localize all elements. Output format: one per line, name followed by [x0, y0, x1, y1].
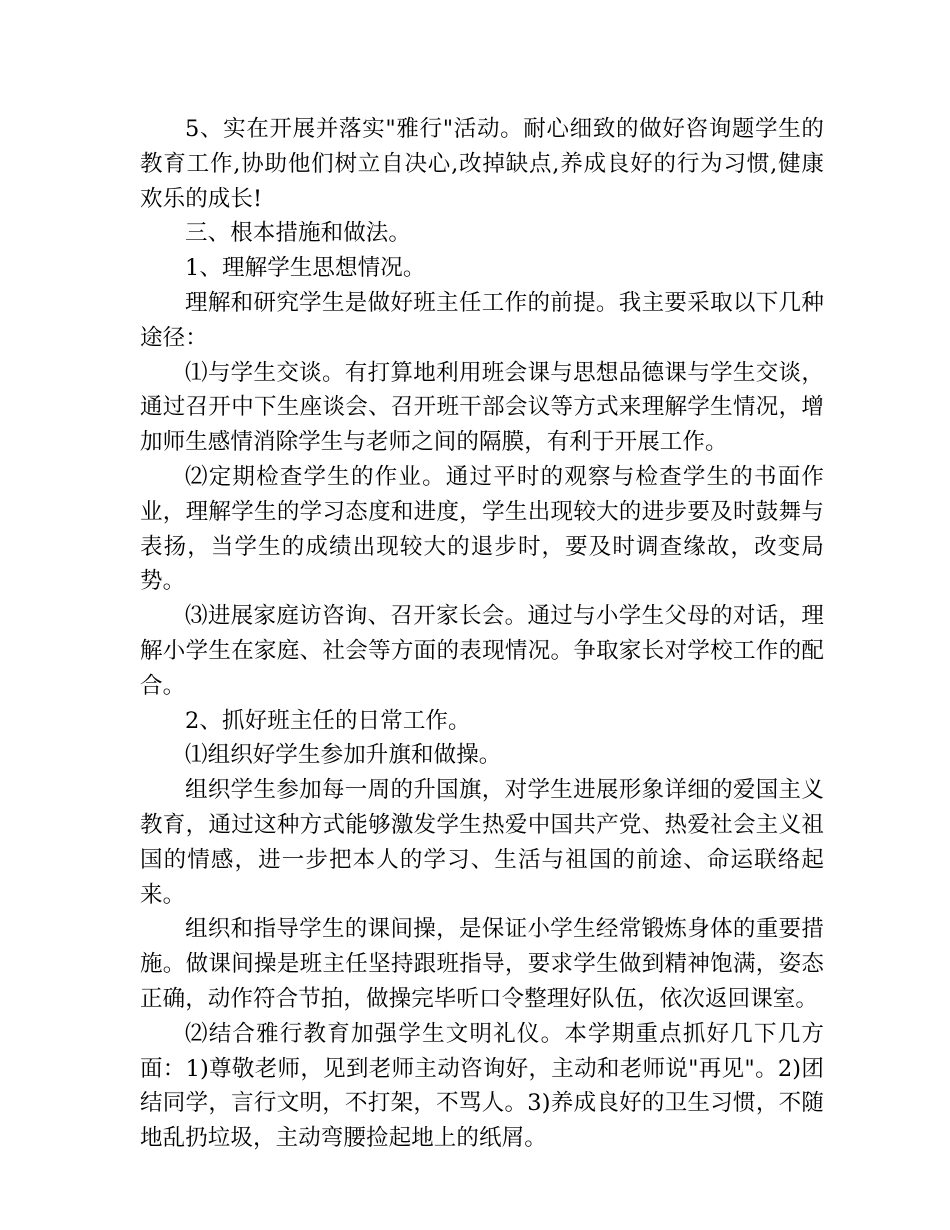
paragraph-etiquette: ⑵结合雅行教育加强学生文明礼仪。本学期重点抓好几下几方面：1)尊敬老师，见到老师主动咨询好，主动和老师说"再见"。2)团结同学，言行文明，不打架，不骂人。3)养成良好的卫生习惯，不随地乱扔垃圾，主动弯腰捡起地上的纸屑。 [140, 1020, 824, 1152]
paragraph-talk-with-students: ⑴与学生交谈。有打算地利用班会课与思想品德课与学生交谈，通过召开中下生座谈会、召开班干部会议等方式来理解学生情况，增加师生感情消除学生与老师之间的隔膜，有利于开展工作。 [140, 359, 824, 456]
paragraph-recess-exercise: 组织和指导学生的课间操，是保证小学生经常锻炼身体的重要措施。做课间操是班主任坚持跟班指导，要求学生做到精神饱满，姿态正确，动作符合节拍，做操完毕听口令整理好队伍，依次返回课室。 [140, 916, 824, 1012]
section-heading-measures: 三、根本措施和做法。 [185, 220, 412, 247]
paragraph-approaches-intro: 理解和研究学生是做好班主任工作的前提。我主要采取以下几种途径： [140, 289, 824, 351]
paragraph-home-visits: ⑶进展家庭访咨询、召开家长会。通过与小学生父母的对话，理解小学生在家庭、社会等方面的表现情况。争取家长对学校工作的配合。 [140, 603, 824, 699]
document-body [140, 112, 824, 1156]
paragraph-yaxing-activity: 5、实在开展并落实"雅行"活动。耐心细致的做好咨询题学生的教育工作,协助他们树立自决心,改掉缺点,养成良好的行为习惯,健康欢乐的成长! [140, 116, 824, 212]
subheading-understand-students: 1、理解学生思想情况。 [185, 255, 426, 282]
subheading-flag-and-exercise: ⑴组织好学生参加升旗和做操。 [185, 742, 502, 769]
paragraph-flag-raising: 组织学生参加每一周的升国旗，对学生进展形象详细的爱国主义教育，通过这种方式能够激发学生热爱中国共产党、热爱社会主义祖国的情感，进一步把本人的学习、生活与祖国的前途、命运联络起来。 [140, 777, 824, 908]
subheading-daily-work: 2、抓好班主任的日常工作。 [185, 707, 471, 734]
paragraph-check-homework: ⑵定期检查学生的作业。通过平时的观察与检查学生的书面作业，理解学生的学习态度和进度，学生出现较大的进步要及时鼓舞与表扬，当学生的成绩出现较大的退步时，要及时调查缘故，改变局势。 [140, 463, 824, 595]
